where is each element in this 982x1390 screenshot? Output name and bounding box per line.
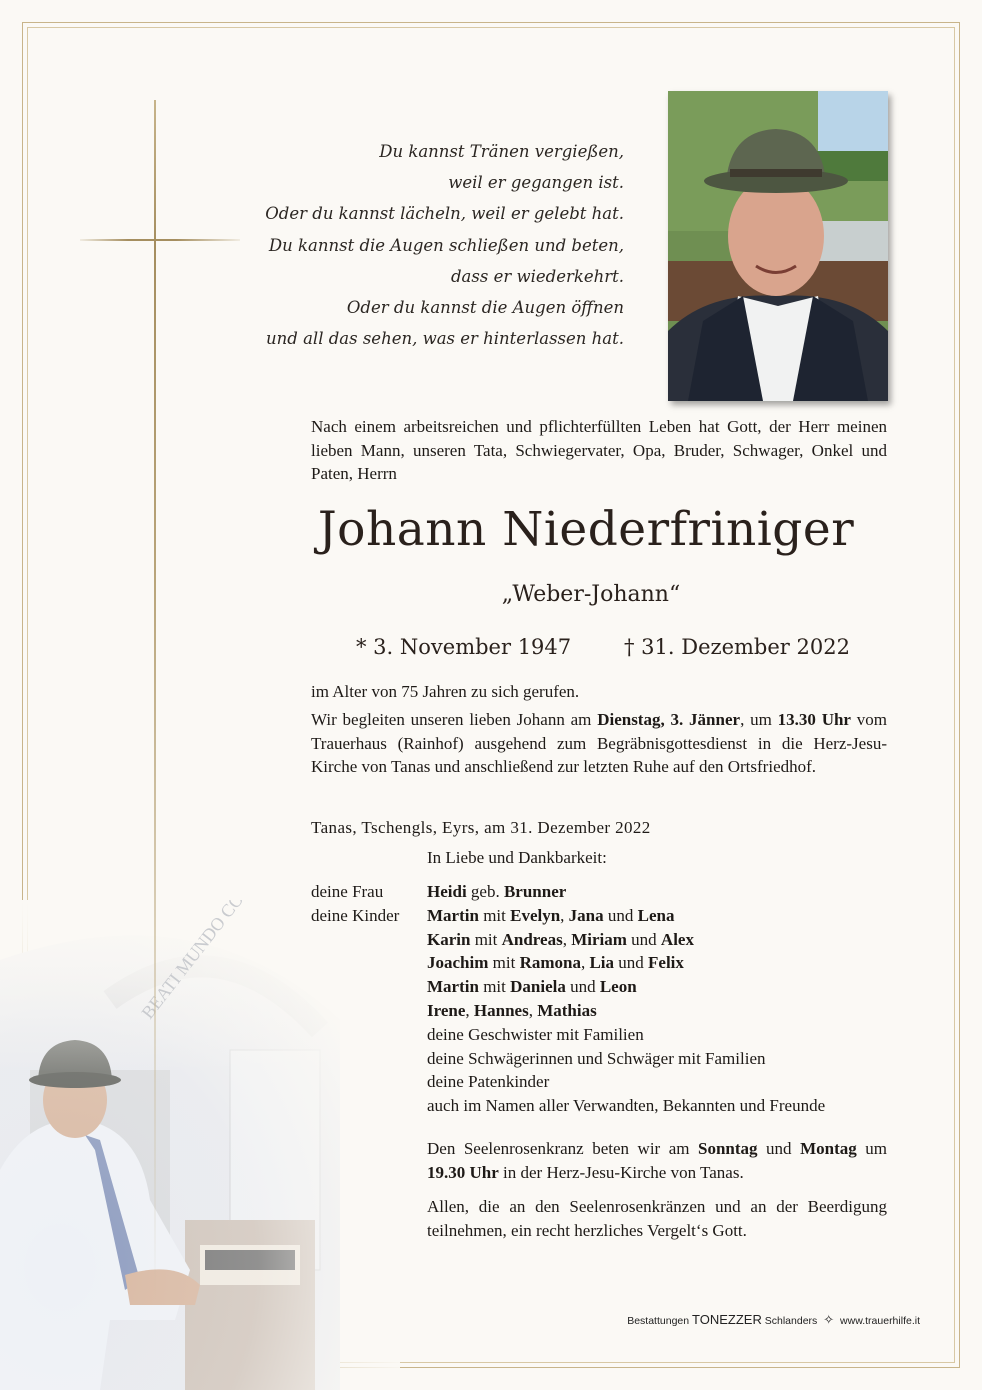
mourner-name: Martin: [427, 905, 479, 925]
mourner-label: deine Kinder: [311, 905, 400, 925]
footer-brand: TONEZZER: [692, 1312, 762, 1327]
text-run: Wir begleiten unseren lieben Johann am: [311, 710, 598, 729]
mourner-name: Karin: [427, 929, 471, 949]
text-run: , um: [740, 710, 778, 729]
portrait-photo: [668, 91, 888, 401]
child-family-line: [427, 975, 694, 999]
text-run: um: [856, 1139, 887, 1158]
poem-line: weil er gegangen ist.: [448, 173, 624, 193]
mourner-name: Joachim: [427, 953, 489, 973]
text-run: ,: [562, 929, 572, 949]
child-family-line: [427, 904, 694, 928]
child-family-line: [427, 928, 694, 952]
rosary-text: [427, 1137, 887, 1184]
deceased-nickname: „Weber-Johann“: [501, 582, 681, 607]
mourner-name: Hannes: [473, 1000, 529, 1020]
mourner-row-wife: [311, 880, 825, 904]
footer-url[interactable]: www.trauerhilfe.it: [840, 1315, 920, 1327]
text-run: ,: [465, 1000, 474, 1020]
text-run: ,: [528, 1000, 538, 1020]
funeral-time: 13.30 Uhr: [777, 710, 851, 729]
poem-line: Oder du kannst die Augen öffnen: [346, 298, 624, 318]
child-family-line: [427, 951, 694, 975]
text-run: und: [603, 905, 638, 925]
death-date: † 31. Dezember 2022: [624, 635, 850, 659]
funeral-text: [311, 708, 887, 779]
mourner-name: Brunner: [503, 882, 567, 901]
text-run: und: [757, 1139, 801, 1158]
text-run: geb.: [466, 882, 504, 901]
place-date: Tanas, Tschengls, Eyrs, am 31. Dezember 2022: [311, 818, 651, 837]
dove-icon: ✧: [823, 1312, 835, 1327]
text-run: und: [565, 977, 600, 997]
funeral-day: Dienstag, 3. Jänner: [597, 710, 741, 729]
gratitude-line: In Liebe und Dankbarkeit:: [427, 848, 607, 867]
mourner-name: Miriam: [571, 929, 627, 949]
footer-prefix: Bestattungen: [627, 1315, 693, 1327]
text-run: vom Trauerhaus (Rainhof) ausgehend zum Begräbnisgottesdienst in die Herz-Jesu-Kirche von Tanas und anschließend zur letzten Ruhe auf den Ortsfriedhof.: [311, 710, 887, 776]
thanks-text: Allen, die an den Seelenrosenkränzen und an der Beerdigung teilnehmen, ein recht herzliches Vergelt‘s Gott.: [427, 1197, 887, 1240]
mourner-line: deine Patenkinder: [427, 1072, 550, 1092]
mourner-name: Felix: [648, 953, 684, 973]
rosary-day: Montag: [800, 1139, 857, 1158]
text-run: Den Seelenrosenkranz beten wir am: [427, 1139, 699, 1158]
mourner-name: Daniela: [510, 977, 566, 997]
text-run: ,: [560, 905, 569, 925]
mourner-line: deine Geschwister mit Familien: [427, 1024, 644, 1044]
other-mourners: [427, 1023, 825, 1118]
mourner-name: Alex: [660, 929, 694, 949]
footer: [627, 1312, 920, 1328]
mourner-name: Heidi: [427, 882, 467, 901]
text-run: mit: [488, 953, 520, 973]
deceased-name: Johann Niederfriniger: [317, 502, 855, 557]
cross-vertical-beam: [154, 100, 156, 1300]
mourner-name: Irene: [427, 1000, 466, 1020]
text-run: mit: [478, 905, 511, 925]
rosary-time: 19.30 Uhr: [427, 1162, 499, 1182]
text-run: und: [614, 953, 649, 973]
mourner-name: Andreas: [501, 929, 563, 949]
children-lines: [427, 904, 694, 1023]
intro-text: Nach einem arbeitsreichen und pflichterfüllten Leben hat Gott, der Herr meinen lieben Mann, unseren Tata, Schwiegervater, Opa, Bruder, Schwager, Onkel und Paten, Herrn: [311, 417, 887, 483]
rosary-day: Sonntag: [698, 1139, 758, 1158]
mourner-row-children: [311, 904, 825, 1023]
mourner-row-others: [311, 1023, 825, 1118]
poem: [264, 136, 624, 354]
text-run: mit: [470, 929, 502, 949]
text-run: in der Herz-Jesu-Kirche von Tanas.: [498, 1162, 744, 1182]
mourner-name: Mathias: [537, 1000, 597, 1020]
poem-line: Du kannst Tränen vergießen,: [379, 142, 624, 161]
mourner-name: Ramona: [519, 953, 581, 973]
text-run: mit: [478, 977, 511, 997]
cross-horizontal-beam: [80, 239, 240, 241]
mourner-line: deine Schwägerinnen und Schwäger mit Familien: [427, 1048, 766, 1068]
child-family-line: [427, 999, 694, 1023]
mourner-label: deine Frau: [311, 882, 384, 901]
mourner-name: Lena: [637, 905, 675, 925]
poem-line: Du kannst die Augen schließen und beten,: [268, 235, 624, 255]
mourner-names: [427, 880, 566, 904]
age-line: im Alter von 75 Jahren zu sich gerufen.: [311, 682, 580, 701]
mourners-list: [311, 880, 825, 1118]
spacer: [311, 1023, 427, 1118]
mourner-name: Evelyn: [510, 905, 561, 925]
mourner-name: Jana: [568, 905, 604, 925]
poem-line: und all das sehen, was er hinterlassen hat.: [266, 329, 624, 349]
birth-date: * 3. November 1947: [356, 635, 572, 659]
mourner-name: Martin: [427, 977, 479, 997]
mourner-name: Leon: [599, 977, 637, 997]
poem-line: Oder du kannst lächeln, weil er gelebt hat.: [265, 204, 624, 224]
text-run: ,: [580, 953, 590, 973]
text-run: und: [626, 929, 661, 949]
footer-town: Schlanders: [761, 1315, 818, 1327]
mourner-line: auch im Namen aller Verwandten, Bekannten und Freunde: [427, 1096, 826, 1116]
mourner-name: Lia: [589, 953, 615, 973]
poem-line: dass er wiederkehrt.: [450, 266, 624, 286]
